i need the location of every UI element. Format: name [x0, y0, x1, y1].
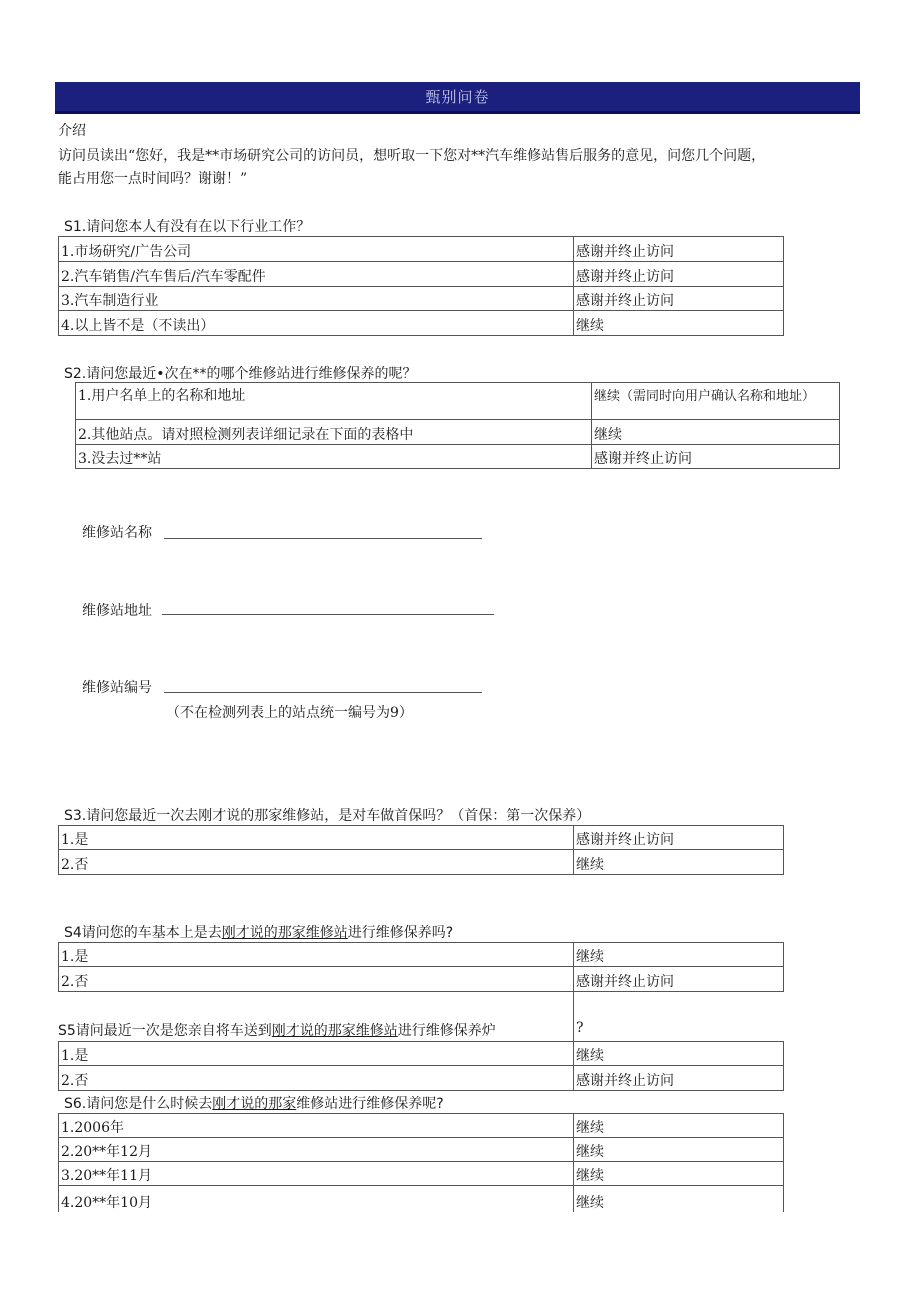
table-row: [76, 420, 840, 445]
option-cell: 1.是: [59, 826, 574, 850]
station-code-label: 维修站编号: [82, 680, 152, 696]
s5-question-underlined: 刚才说的那家维修站: [271, 1023, 398, 1039]
s6-table: [58, 1113, 784, 1212]
action-cell: 继续: [574, 850, 784, 875]
action-cell: 继续: [574, 1138, 784, 1162]
s6-question-prefix: S6.请问您是什么时候去: [64, 1096, 213, 1112]
s3-table: [58, 825, 784, 875]
option-cell: 1.用户名单上的名称和地址: [76, 383, 592, 420]
action-cell: 感谢并终止访问: [574, 287, 784, 311]
action-cell: 感谢并终止访问: [574, 967, 784, 992]
s4-table: [58, 942, 784, 992]
questionnaire-title: 甄别问卷: [55, 82, 860, 114]
s6-question-suffix: 维修站进行维修保养呢?: [296, 1096, 444, 1112]
option-cell: 2.汽车销售/汽车售后/汽车零配件: [59, 262, 574, 287]
action-cell: 继续（需同时向用户确认名称和地址）: [592, 383, 840, 420]
s2-table: [75, 382, 840, 469]
action-cell: 感谢并终止访问: [574, 262, 784, 287]
intro-line-1: 访问员读出“您好，我是**市场研究公司的访问员，想听取一下您对**汽车维修站售后服务的意见，问您几个问题，: [58, 148, 766, 164]
option-cell: 2.否: [59, 967, 574, 992]
s5-question: [58, 1020, 496, 1040]
s4-question-suffix: 进行维修保养吗?: [347, 925, 454, 941]
table-row: [76, 383, 840, 420]
option-cell: 2.其他站点。请对照检测列表详细记录在下面的表格中: [76, 420, 592, 445]
table-row: [59, 262, 784, 287]
column-divider: [573, 991, 574, 1041]
action-cell: 继续: [574, 1162, 784, 1186]
table-row: [59, 850, 784, 875]
s4-question-underlined: 刚才说的那家维修站: [221, 925, 348, 941]
option-cell: 2.20**年12月: [59, 1138, 574, 1162]
option-cell: 1.是: [59, 1042, 574, 1066]
table-row: [59, 287, 784, 311]
intro-heading: 介绍: [58, 123, 86, 139]
s6-question-underlined: 刚才说的那家: [212, 1096, 297, 1112]
intro-line-2: 能占用您一点时间吗？谢谢！”: [58, 171, 248, 187]
action-cell: 感谢并终止访问: [592, 445, 840, 469]
table-row: [59, 237, 784, 262]
s2-question: S2.请问您最近•次在**的哪个维修站进行维修保养的呢？: [64, 366, 417, 382]
action-cell: 继续: [574, 311, 784, 336]
option-cell: 4.以上皆不是（不读出）: [59, 311, 574, 336]
option-cell: 1.是: [59, 943, 574, 967]
action-cell: 感谢并终止访问: [574, 237, 784, 262]
option-cell: 2.否: [59, 850, 574, 875]
s5-question-prefix: S5请问最近一次是您亲自将车送到: [58, 1023, 272, 1039]
table-row: [59, 943, 784, 967]
s5-question-suffix: 进行维修保养炉: [397, 1023, 496, 1039]
station-address-field[interactable]: [162, 614, 494, 615]
s1-table: [58, 236, 784, 336]
table-row: [76, 445, 840, 469]
option-cell: 4.20**年10月: [59, 1186, 574, 1212]
table-row: [59, 826, 784, 850]
table-row: [59, 1186, 784, 1212]
option-cell: 1.市场研究/广告公司: [59, 237, 574, 262]
s1-question: S1.请问您本人有没有在以下行业工作？: [64, 219, 311, 235]
station-code-field[interactable]: [164, 692, 482, 693]
action-cell: 感谢并终止访问: [574, 1066, 784, 1091]
s6-question: [64, 1093, 444, 1113]
action-cell: 继续: [574, 1042, 784, 1066]
table-row: [59, 1162, 784, 1186]
table-row: [59, 311, 784, 336]
station-address-label: 维修站地址: [82, 603, 152, 619]
option-cell: 2.否: [59, 1066, 574, 1091]
station-name-field[interactable]: [164, 538, 482, 539]
s5-question-mark: ?: [576, 1020, 584, 1036]
table-row: [59, 1066, 784, 1091]
action-cell: 继续: [592, 420, 840, 445]
table-row: [59, 1138, 784, 1162]
s4-question-prefix: S4请问您的车基本上是去: [64, 925, 222, 941]
option-cell: 3.没去过**站: [76, 445, 592, 469]
table-row: [59, 967, 784, 992]
s5-table: [58, 1041, 784, 1091]
station-code-note: （不在检测列表上的站点统一编号为9）: [166, 705, 413, 721]
s4-question: [64, 922, 453, 942]
table-row: [59, 1042, 784, 1066]
action-cell: 继续: [574, 943, 784, 967]
option-cell: 3.汽车制造行业: [59, 287, 574, 311]
action-cell: 感谢并终止访问: [574, 826, 784, 850]
table-row: [59, 1114, 784, 1138]
action-cell: 继续: [574, 1114, 784, 1138]
action-cell: 继续: [574, 1186, 784, 1212]
s3-question: S3.请问您最近一次去刚才说的那家维修站，是对车做首保吗？（首保：第一次保养）: [64, 808, 591, 824]
option-cell: 1.2006年: [59, 1114, 574, 1138]
option-cell: 3.20**年11月: [59, 1162, 574, 1186]
station-name-label: 维修站名称: [82, 525, 152, 541]
